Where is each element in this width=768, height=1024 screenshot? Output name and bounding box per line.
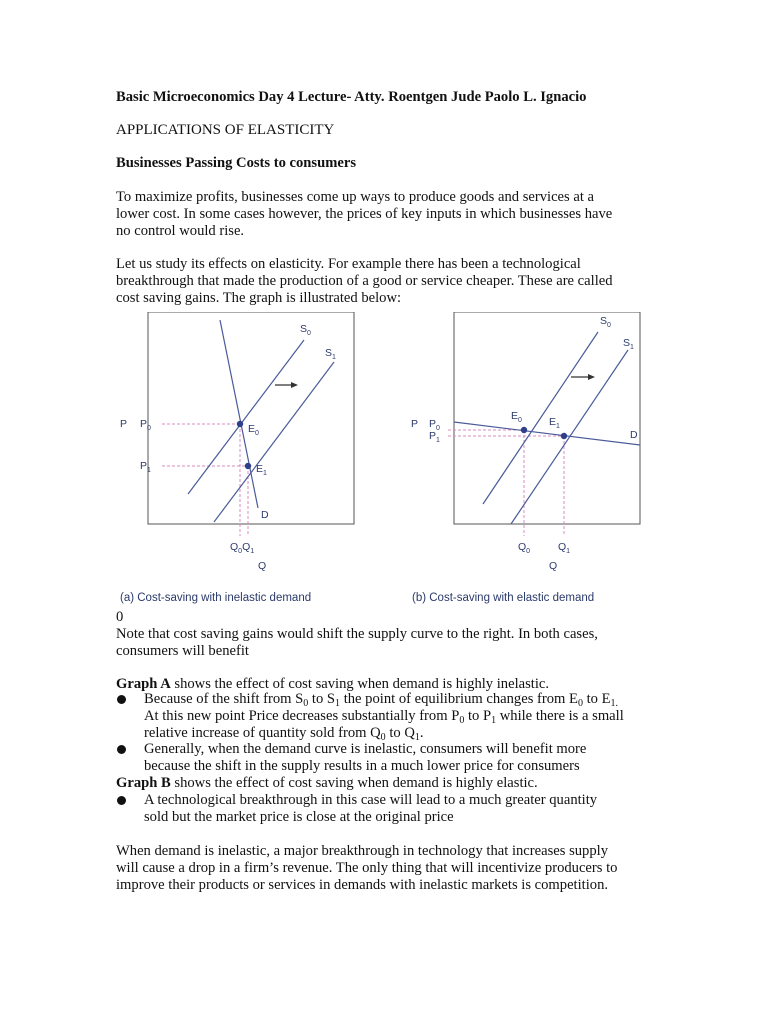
svg-text:Q0Q1: $Q_0Q_1$ (230, 541, 255, 555)
svg-text:P0: $P_0$ (429, 418, 440, 432)
svg-text:E1: $E_1$ (256, 463, 267, 477)
figure-a-q1-label: Q (242, 541, 251, 553)
svg-text:S0: $S_0$ (600, 315, 611, 329)
figure-b-demand-curve (454, 422, 640, 445)
figure-b-s1-label: S (623, 337, 631, 349)
svg-text:S1: $S_1$ (325, 347, 336, 361)
figure-a-d-label: D (261, 509, 269, 521)
figure-b-supply-s0 (483, 332, 598, 504)
figure-b-d-label: D (630, 429, 638, 441)
graph-b-line (116, 775, 538, 792)
paragraph-2-line: breakthrough that made the production of a good or service cheaper. These are called (116, 273, 613, 289)
svg-text:P0: $P_0$ (140, 418, 151, 432)
figure-a-graph (120, 312, 360, 602)
figure-b-e1-label: E (549, 416, 557, 428)
svg-text:S1: $S_1$ (623, 337, 634, 351)
bullet-2-line: because the shift in the supply results in a much lower price for consumers (144, 758, 580, 774)
graph-a-text: shows the effect of cost saving when demand is highly inelastic. (170, 676, 550, 692)
figure-a-q0-label: Q (230, 541, 239, 553)
graph-a-label: Graph A (116, 676, 171, 692)
figure-a-e0-label: E (248, 423, 256, 435)
figure-a-q-axis-label: Q (258, 560, 267, 572)
svg-text:E1: $E_1$ (549, 416, 560, 430)
paragraph-2-line: cost saving gains. The graph is illustrated below: (116, 290, 402, 306)
figure-a (120, 312, 360, 602)
figure-b-p1-label: P (429, 430, 437, 442)
figure-a-supply-s0 (188, 340, 304, 494)
figure-a-s0-label: S (300, 323, 308, 335)
figure-a-p1-label: P (140, 460, 148, 472)
bullet-1-line: Because of the shift from $S_0$ to $S_1$ the point of equilibrium changes from $E_0$ to $E_{1.}$ (144, 691, 619, 709)
figure-b-point-e1 (561, 433, 567, 439)
figure-a-supply-s1 (214, 362, 334, 522)
bullet-1-line: relative increase of quantity sold from $Q_0$ to $Q_1$. (144, 725, 424, 743)
figure-a-arrow-head (291, 382, 298, 388)
figure-a-point-e0 (237, 421, 243, 427)
svg-text:E0: $E_0$ (511, 410, 522, 424)
paragraph-4-line: When demand is inelastic, a major breakthrough in technology that increases supply (116, 843, 608, 859)
figure-a-p-axis-label: P (120, 418, 128, 430)
bullet-3-line: sold but the market price is close at the original price (144, 809, 454, 825)
figure-b-p0-label: P (429, 418, 437, 430)
svg-text:Q0: $Q_0$ (518, 541, 531, 555)
figure-a-frame (148, 312, 354, 524)
graph-b-label: Graph B (116, 775, 171, 791)
figure-a-p0-label: P (140, 418, 148, 430)
document-header: Basic Microeconomics Day 4 Lecture- Atty. Roentgen Jude Paolo L. Ignacio (116, 89, 587, 105)
bullet-2-line: Generally, when the demand curve is inelastic, consumers will benefit more (144, 741, 587, 757)
document-title: APPLICATIONS OF ELASTICITY (116, 122, 335, 138)
svg-text:P1: $P_1$ (429, 430, 440, 444)
figure-b-point-e0 (521, 427, 527, 433)
figure-b-graph (408, 312, 648, 602)
paragraph-4-line: will cause a drop in a firm’s revenue. The only thing that will incentivize producers to (116, 860, 618, 876)
figure-b-q-axis-label: Q (549, 560, 558, 572)
figure-a-s1-label: S (325, 347, 333, 359)
bullet-dot (117, 796, 126, 805)
paragraph-3-line: Note that cost saving gains would shift the supply curve to the right. In both cases, (116, 626, 598, 642)
svg-text:Q1: $Q_1$ (558, 541, 571, 555)
svg-text:P1: $P_1$ (140, 460, 151, 474)
paragraph-1-line: lower cost. In some cases however, the prices of key inputs in which businesses have (116, 206, 613, 222)
figure-b (408, 312, 648, 602)
svg-text:S0: $S_0$ (300, 323, 311, 337)
figure-b-p-axis-label: P (411, 418, 419, 430)
paragraph-4-line: improve their products or services in demands with inelastic markets is competition. (116, 877, 609, 893)
stray-zero: 0 (116, 609, 124, 625)
paragraph-3-line: consumers will benefit (116, 643, 249, 659)
figure-a-demand-curve (220, 320, 258, 508)
paragraph-1-line: no control would rise. (116, 223, 245, 239)
figure-a-caption: (a) Cost-saving with inelastic demand (120, 592, 312, 604)
figure-b-e0-label: E (511, 410, 519, 422)
figure-b-q0-label: Q (518, 541, 527, 553)
figure-a-point-e1 (245, 463, 251, 469)
figure-b-arrow-head (588, 374, 595, 380)
figure-b-supply-s1 (511, 350, 628, 524)
paragraph-2-line: Let us study its effects on elasticity. For example there has been a technological (116, 256, 581, 272)
bullet-dot (117, 695, 126, 704)
figure-b-s0-label: S (600, 315, 608, 327)
bullet-dot (117, 745, 126, 754)
bullet-3-line: A technological breakthrough in this case will lead to a much greater quantity (144, 792, 598, 808)
figure-a-e1-label: E (256, 463, 264, 475)
graph-b-text: shows the effect of cost saving when demand is highly elastic. (170, 775, 538, 791)
figure-b-frame (454, 312, 640, 524)
figure-b-caption: (b) Cost-saving with elastic demand (412, 592, 595, 604)
bullet-1-line: At this new point Price decreases substantially from $P_0$ to $P_1$ while there is a small (144, 708, 624, 726)
figure-b-q1-label: Q (558, 541, 567, 553)
svg-text:E0: $E_0$ (248, 423, 259, 437)
paragraph-1-line: To maximize profits, businesses come up ways to produce goods and services at a (116, 189, 595, 205)
section-subtitle: Businesses Passing Costs to consumers (116, 155, 357, 171)
